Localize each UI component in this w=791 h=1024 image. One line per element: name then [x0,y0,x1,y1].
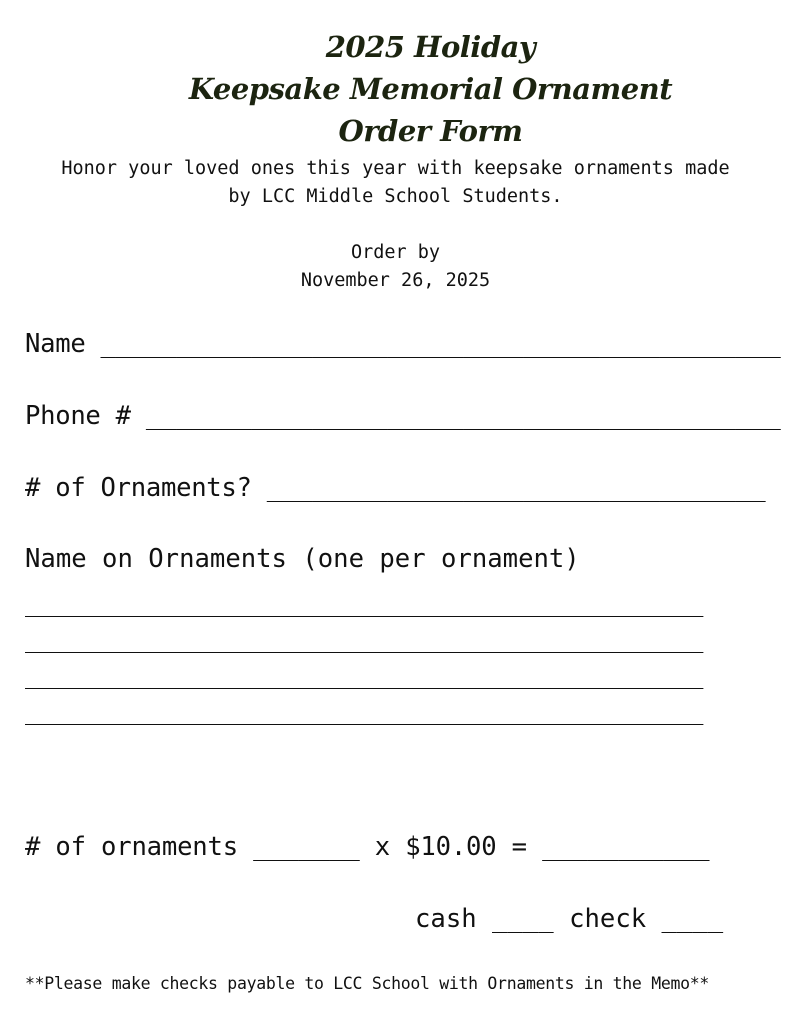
intro-line-1: Honor your loved ones this year with keepsake ornaments made [61,158,730,179]
deadline-label: Order by [350,242,441,263]
ornament-name-line[interactable]: ______________________________________________________ [25,660,701,690]
ornament-name-line[interactable]: ______________________________________________________ [25,624,701,654]
title-line-3: Order Form [338,114,523,148]
intro-line-2: by LCC Middle School Students. [228,186,563,207]
title-line-2: Keepsake Memorial Ornament [188,72,673,106]
ornament-count-field[interactable]: # of Ornaments? _________________________________ [25,473,766,503]
name-field[interactable]: Name _____________________________________________ [25,329,781,359]
ornament-names-label: Name on Ornaments (one per ornament) [25,544,580,574]
deadline-date: November 26, 2025 [300,270,491,291]
ornament-name-line[interactable]: ______________________________________________________ [25,696,701,726]
phone-field[interactable]: Phone # __________________________________________ [25,401,781,431]
payment-method-field[interactable]: cash ____ check ____ [415,904,724,934]
total-calculation-field[interactable]: # of ornaments _______ x $10.00 = ___________ [25,832,710,862]
ornament-name-line[interactable]: ______________________________________________________ [25,588,701,618]
check-payable-note: **Please make checks payable to LCC School with Ornaments in the Memo** [25,974,710,993]
title-line-1: 2025 Holiday [325,30,536,64]
